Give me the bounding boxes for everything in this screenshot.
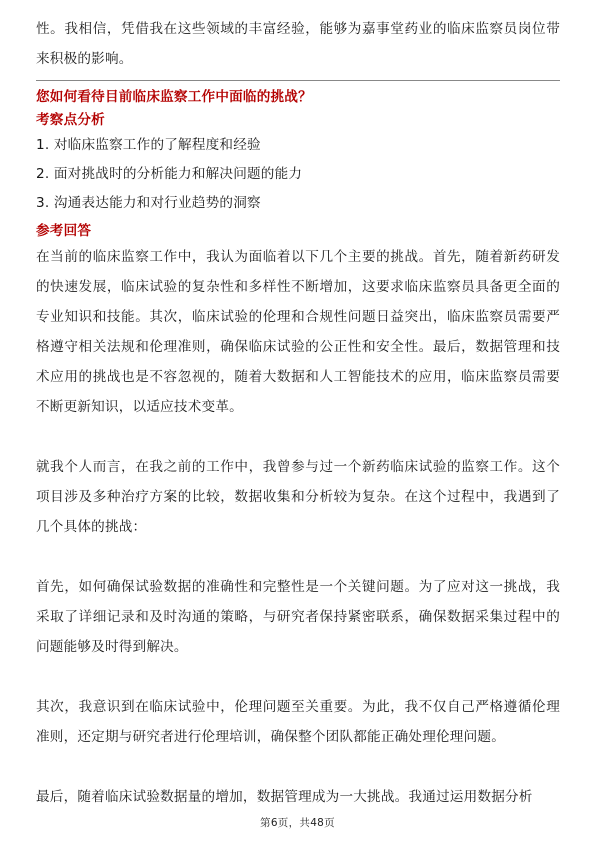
analysis-points-list <box>36 131 560 218</box>
answer-paragraph: 在当前的临床监察工作中，我认为面临着以下几个主要的挑战。首先，随着新药研发的快速发展，临床试验的复杂性和多样性不断增加，这要求临床监察员具备更全面的专业知识和技能。其次，临床试验的伦理和合规性问题日益突出，临床监察员需要严格遵守相关法规和伦理准则，确保临床试验的公正性和安全性。最后，数据管理和技术应用的挑战也是不容忽视的，随着大数据和人工智能技术的应用，临床监察员需要不断更新知识，以适应技术变革。 <box>36 249 560 415</box>
answer-paragraph: 最后，随着临床试验数据量的增加，数据管理成为一大挑战。我通过运用数据分析 <box>36 789 533 805</box>
analysis-point: 2. 面对挑战时的分析能力和解决问题的能力 <box>36 166 303 182</box>
answer-paragraph: 就我个人而言，在我之前的工作中，我曾参与过一个新药临床试验的监察工作。这个项目涉及多种治疗方案的比较，数据收集和分析较为复杂。在这个过程中，我遇到了几个具体的挑战： <box>36 459 560 535</box>
intro-paragraph: 性。我相信，凭借我在这些领域的丰富经验，能够为嘉事堂药业的临床监察员岗位带来积极的影响。 <box>36 21 560 67</box>
analysis-point: 3. 沟通表达能力和对行业趋势的洞察 <box>36 195 261 211</box>
answer-paragraph: 首先，如何确保试验数据的准确性和完整性是一个关键问题。为了应对这一挑战，我采取了详细记录和及时沟通的策略，与研究者保持紧密联系，确保数据采集过程中的问题能够及时得到解决。 <box>36 579 560 655</box>
analysis-point: 1. 对临床监察工作的了解程度和经验 <box>36 137 261 153</box>
section-divider <box>36 80 560 81</box>
document-page <box>36 14 560 812</box>
page-number-footer: 第6页，共48页 <box>260 817 335 829</box>
question-title: 您如何看待目前临床监察工作中面临的挑战？ <box>36 89 312 105</box>
answer-heading: 参考回答 <box>36 223 92 239</box>
analysis-heading: 考察点分析 <box>36 112 105 128</box>
answer-paragraph: 其次，我意识到在临床试验中，伦理问题至关重要。为此，我不仅自己严格遵循伦理准则，还定期与研究者进行伦理培训，确保整个团队都能正确处理伦理问题。 <box>36 699 560 745</box>
